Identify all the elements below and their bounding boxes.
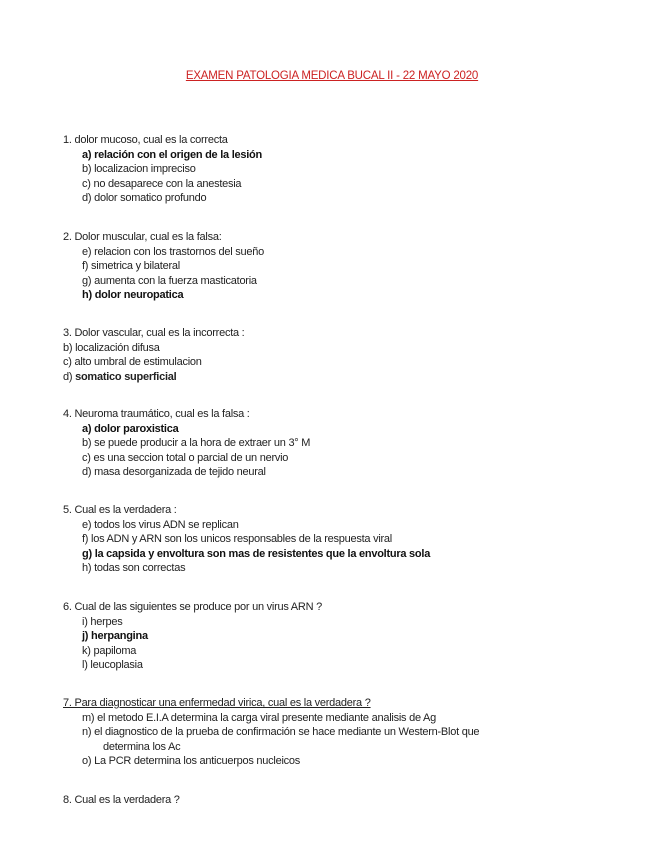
question-1 [63, 133, 633, 206]
option-l: l) leucoplasia [82, 659, 143, 672]
option-text: n) el diagnostico de la prueba de confirmación se hace mediante un Western-Blot que [82, 726, 480, 739]
question-8 [63, 793, 633, 808]
option-e: e) todos los virus ADN se replican [82, 518, 239, 531]
option-g-correct: g) la capsida y envoltura son mas de resistentes que la envoltura sola [82, 547, 431, 560]
option-e: e) relacion con los trastornos del sueño [82, 245, 264, 258]
question-stem: 8. Cual es la verdadera ? [63, 794, 180, 806]
exam-title: EXAMEN PATOLOGIA MEDICA BUCAL II - 22 MAYO 2020 [185, 70, 479, 82]
option-m: m) el metodo E.I.A determina la carga viral presente mediante analisis de Ag [82, 711, 436, 724]
option-c: c) no desaparece con la anestesia [82, 177, 242, 190]
option-c: c) alto umbral de estimulacion [63, 356, 202, 369]
question-4 [63, 407, 633, 480]
option-continuation: determina los Ac [103, 740, 181, 753]
question-3 [63, 326, 633, 384]
question-2 [63, 230, 633, 303]
option-j-correct: j) herpangina [82, 630, 148, 643]
option-c: c) es una seccion total o parcial de un nervio [82, 451, 289, 464]
option-b: b) se puede producir a la hora de extraer un 3° M [82, 437, 311, 450]
option-o: o) La PCR determina los anticuerpos nucleicos [82, 755, 301, 768]
option-answer: somatico superficial [75, 370, 177, 383]
option-h-correct: h) dolor neuropatica [82, 289, 184, 302]
option-b: b) localización difusa [63, 341, 160, 354]
question-stem: 7. Para diagnosticar una enfermedad virica, cual es la verdadera ? [63, 697, 371, 709]
option-k: k) papiloma [82, 644, 137, 657]
option-letter: d) [63, 370, 76, 383]
option-i: i) herpes [82, 615, 123, 628]
option-a-correct: a) relación con el origen de la lesión [82, 148, 262, 161]
question-stem: 2. Dolor muscular, cual es la falsa: [63, 231, 222, 243]
question-6 [63, 600, 633, 673]
option-f: f) simetrica y bilateral [82, 260, 180, 273]
question-stem: 4. Neuroma traumático, cual es la falsa : [63, 408, 250, 420]
option-d-correct [63, 370, 633, 385]
question-stem: 1. dolor mucoso, cual es la correcta [63, 134, 228, 146]
option-g: g) aumenta con la fuerza masticatoria [82, 274, 257, 287]
option-n [63, 725, 633, 754]
option-h: h) todas son correctas [82, 562, 186, 575]
question-stem: 5. Cual es la verdadera : [63, 504, 177, 516]
question-7 [63, 696, 633, 769]
option-b: b) localizacion impreciso [82, 163, 196, 176]
question-stem: 6. Cual de las siguientes se produce por un virus ARN ? [63, 601, 322, 613]
option-a-correct: a) dolor paroxistica [82, 422, 179, 435]
option-f: f) los ADN y ARN son los unicos responsables de la respuesta viral [82, 533, 392, 546]
option-d: d) dolor somatico profundo [82, 192, 207, 205]
question-5 [63, 503, 633, 576]
question-stem: 3. Dolor vascular, cual es la incorrecta : [63, 327, 245, 339]
option-d: d) masa desorganizada de tejido neural [82, 466, 266, 479]
